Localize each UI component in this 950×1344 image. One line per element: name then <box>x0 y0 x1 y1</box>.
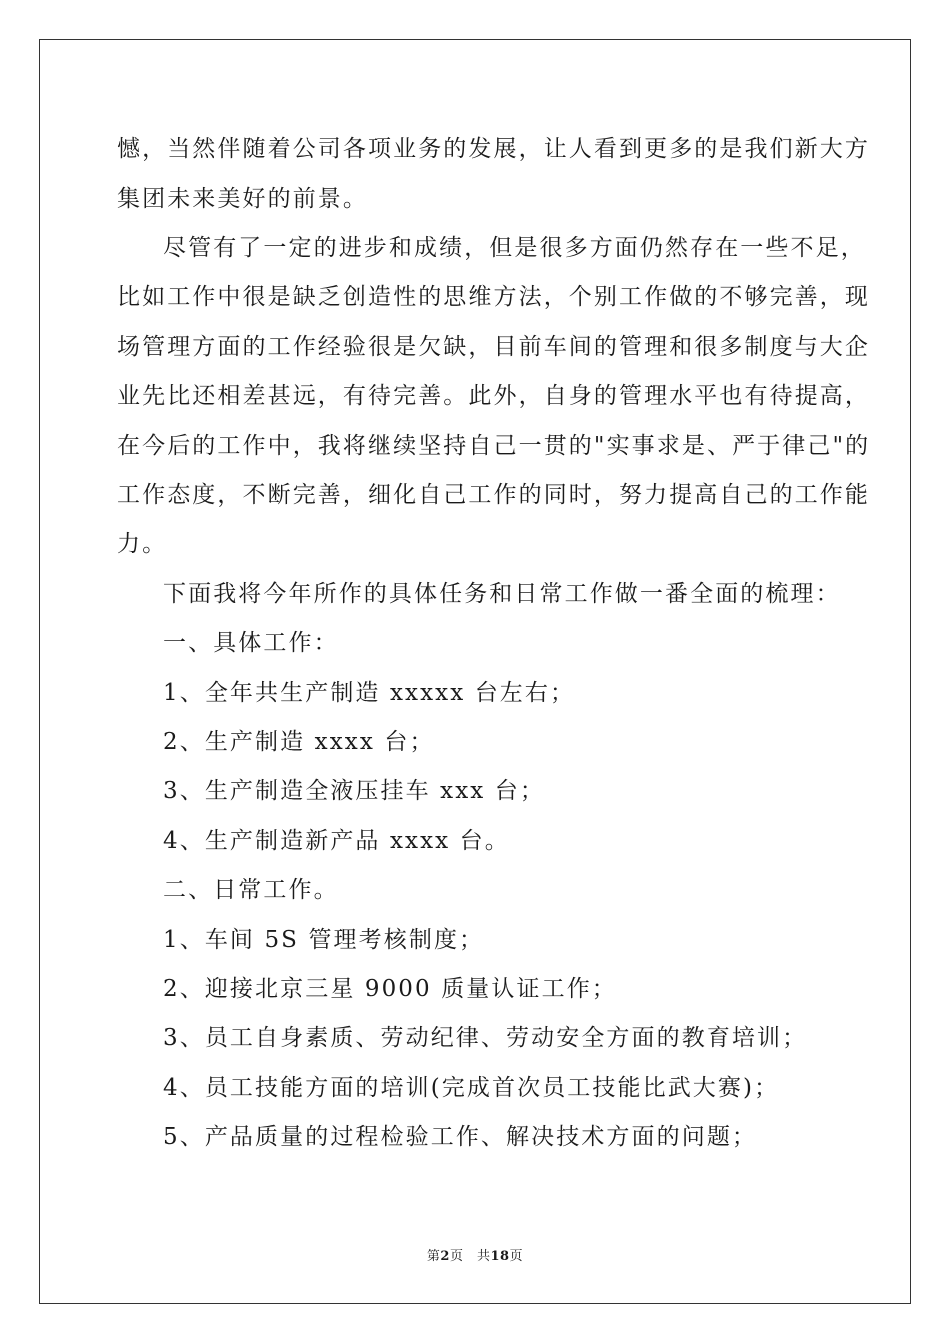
paragraph-line: 下面我将今年所作的具体任务和日常工作做一番全面的梳理： <box>163 581 841 607</box>
current-page-number: 2 <box>440 1249 450 1264</box>
paragraph-line: 工作态度，不断完善，细化自己工作的同时，努力提高自己的工作能 <box>117 482 870 508</box>
footer-suffix: 页 <box>509 1249 524 1264</box>
list-item: 4、员工技能方面的培训(完成首次员工技能比武大赛)； <box>163 1075 780 1101</box>
list-item: 2、迎接北京三星 9000 质量认证工作； <box>163 976 617 1002</box>
paragraph-line: 业先比还相差甚远，有待完善。此外，自身的管理水平也有待提高， <box>117 383 870 409</box>
paragraph-line: 比如工作中很是缺乏创造性的思维方法，个别工作做的不够完善，现 <box>117 284 870 310</box>
footer-prefix: 第 <box>426 1249 441 1264</box>
page-number-footer <box>0 1248 950 1266</box>
paragraph-line: 集团未来美好的前景。 <box>117 186 368 212</box>
footer-mid: 页 共 <box>449 1249 491 1264</box>
list-item: 5、产品质量的过程检验工作、解决技术方面的问题； <box>163 1124 758 1150</box>
paragraph-line: 力。 <box>117 531 168 557</box>
list-item: 1、全年共生产制造 xxxxx 台左右； <box>163 680 576 706</box>
paragraph-line: 憾，当然伴随着公司各项业务的发展，让人看到更多的是我们新大方 <box>117 136 870 162</box>
paragraph-line: 尽管有了一定的进步和成绩，但是很多方面仍然存在一些不足， <box>163 235 866 261</box>
section-heading: 二、日常工作。 <box>163 877 339 903</box>
list-item: 3、生产制造全液压挂车 xxx 台； <box>163 778 545 804</box>
total-page-count: 18 <box>490 1249 510 1264</box>
list-item: 4、生产制造新产品 xxxx 台。 <box>163 828 510 854</box>
paragraph-line: 在今后的工作中，我将继续坚持自己一贯的"实事求是、严于律己"的 <box>117 433 871 459</box>
paragraph-line: 场管理方面的工作经验很是欠缺，目前车间的管理和很多制度与大企 <box>117 334 870 360</box>
section-heading: 一、具体工作： <box>163 630 339 656</box>
list-item: 3、员工自身素质、劳动纪律、劳动安全方面的教育培训； <box>163 1025 808 1051</box>
page-border <box>39 39 911 1304</box>
list-item: 1、车间 5S 管理考核制度； <box>163 927 485 953</box>
list-item: 2、生产制造 xxxx 台； <box>163 729 435 755</box>
